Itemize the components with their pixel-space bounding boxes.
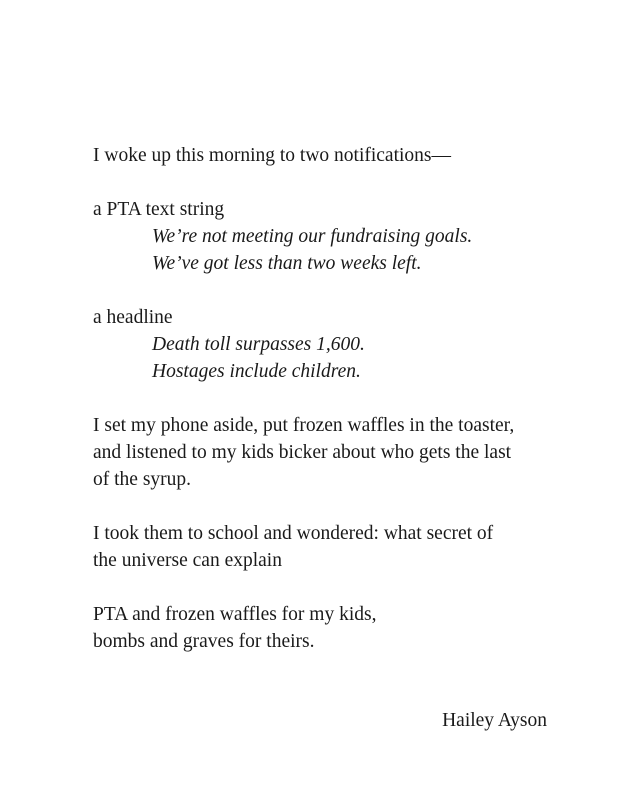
poem-line: a PTA text string (93, 199, 225, 220)
quoted-line: Hostages include children. (152, 361, 361, 382)
quoted-line: We’re not meeting our fundraising goals. (152, 226, 473, 247)
poem-line: the universe can explain (93, 550, 282, 571)
poem-line: PTA and frozen waffles for my kids, (93, 604, 377, 625)
stanza-3 (93, 304, 593, 385)
poem-line: I woke up this morning to two notifications— (93, 145, 452, 166)
poem-body (93, 142, 593, 682)
poem-line: I took them to school and wondered: what secret of (93, 523, 494, 544)
quoted-line: Death toll surpasses 1,600. (152, 334, 365, 355)
stanza-2 (93, 196, 593, 277)
stanza-6 (93, 601, 593, 655)
poem-line: and listened to my kids bicker about who gets the last (93, 442, 512, 463)
quoted-line: We’ve got less than two weeks left. (152, 253, 422, 274)
poem-line: I set my phone aside, put frozen waffles in the toaster, (93, 415, 515, 436)
author-signature: Hailey Ayson (442, 710, 547, 731)
poem-line: bombs and graves for theirs. (93, 631, 315, 652)
stanza-1 (93, 142, 593, 169)
stanza-5 (93, 520, 593, 574)
poem-line: of the syrup. (93, 469, 192, 490)
poem-line: a headline (93, 307, 173, 328)
stanza-4 (93, 412, 593, 493)
